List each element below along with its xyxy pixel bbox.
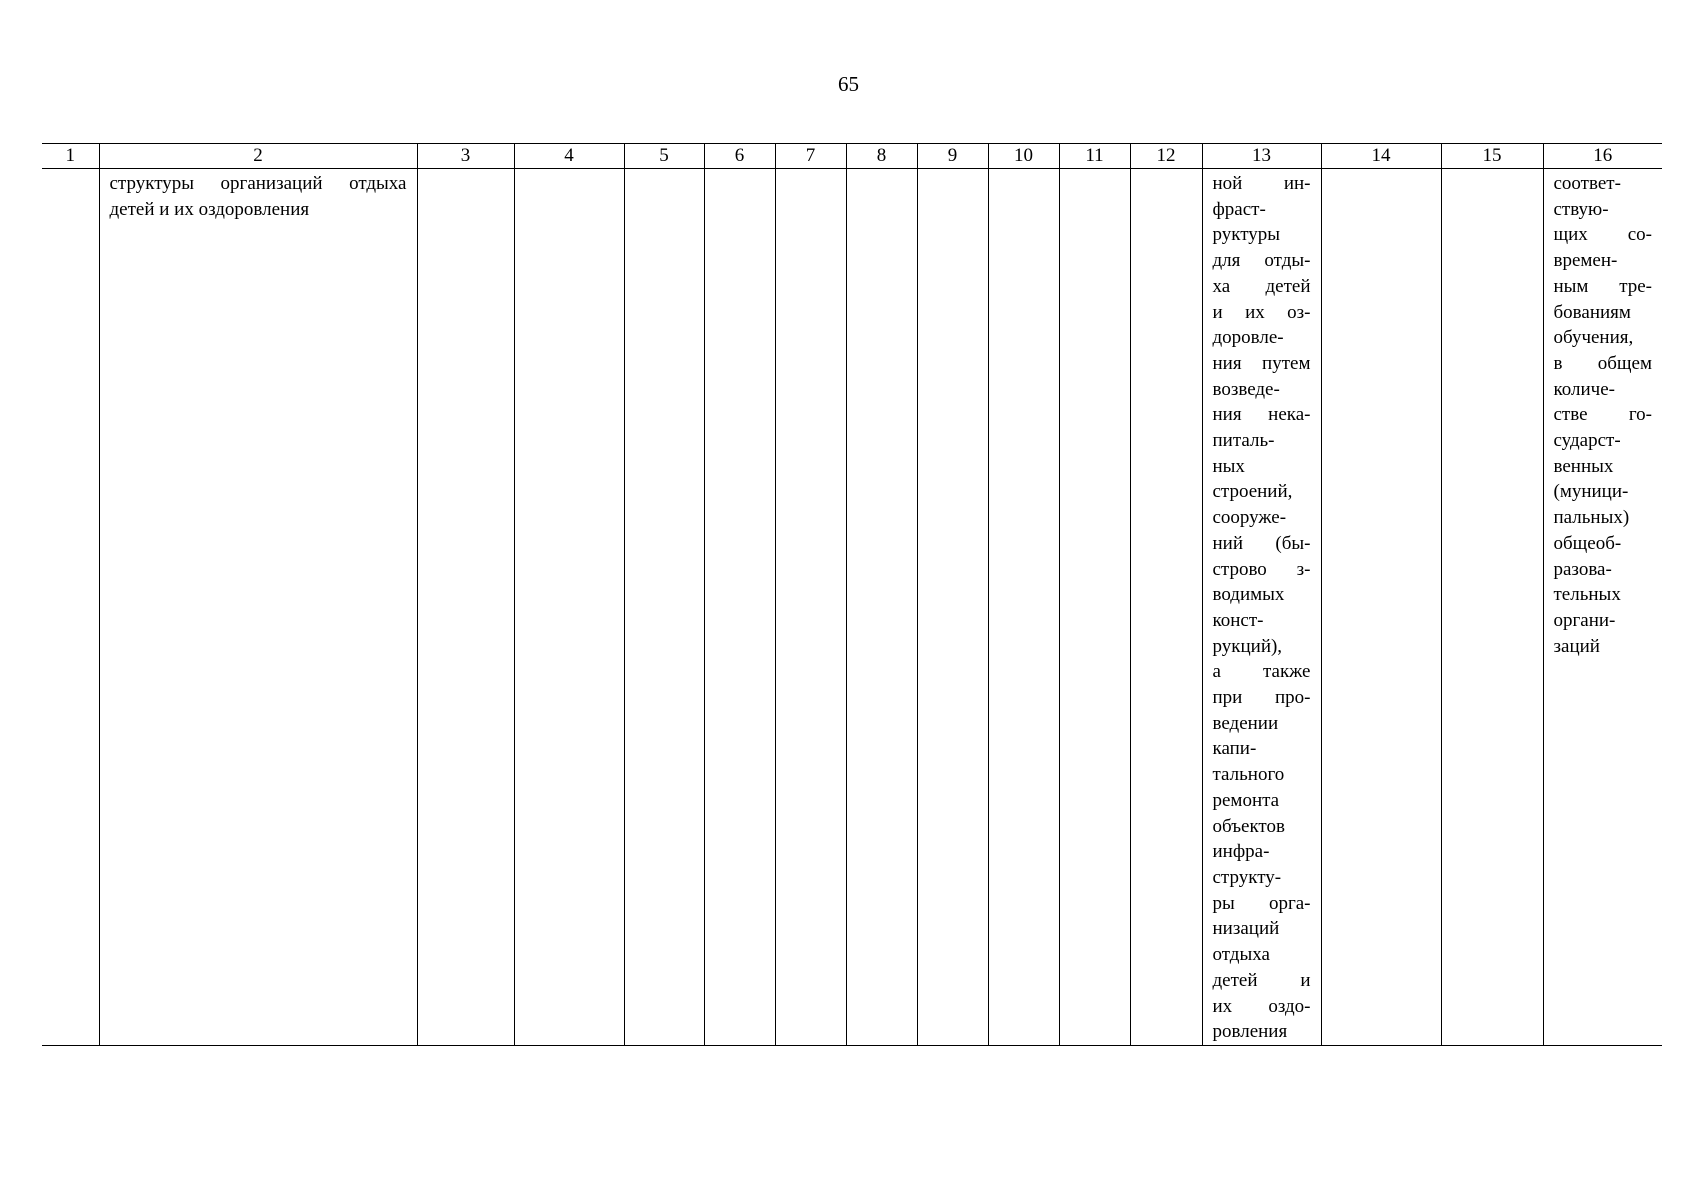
text-line: сооруже- [1212,507,1287,529]
column-header-9: 9 [917,144,988,169]
cell-col-2 [99,169,417,1046]
text-line: общеоб- [1553,532,1622,554]
cell-col-4 [514,169,624,1046]
text-line: сударст- [1553,430,1621,452]
cell-col-3 [417,169,514,1046]
cell-col-15 [1441,169,1543,1046]
text-line: обучения, [1553,327,1634,349]
cell-col-2-text: структуры организаций отдыха детей и их оздоровления [109,173,407,220]
text-line: органи- [1553,609,1616,631]
text-line: ной ин- [1212,173,1311,194]
text-line: (муници- [1553,481,1629,503]
cell-col-6 [704,169,775,1046]
cell-col-1 [42,169,99,1046]
column-header-12: 12 [1130,144,1202,169]
column-header-3: 3 [417,144,514,169]
text-line: ния путем [1212,352,1311,374]
cell-col-5 [624,169,704,1046]
text-line: ствую- [1553,198,1609,220]
text-line: детей и [1212,969,1311,991]
text-line: ния нека- [1212,404,1311,426]
page-number: 65 [838,72,859,96]
text-line: руктуры [1212,224,1281,246]
column-header-14: 14 [1321,144,1441,169]
text-line: в общем [1553,352,1652,374]
text-line: ха детей [1212,275,1311,297]
header-row [42,144,1662,169]
text-line: конст- [1212,609,1264,631]
text-line: низаций [1212,918,1280,940]
cell-col-10 [988,169,1059,1046]
column-header-4: 4 [514,144,624,169]
text-line: тельных [1553,584,1621,606]
text-line: водимых [1212,584,1285,606]
cell-col-16 [1543,169,1662,1046]
cell-col-13-text [1203,169,1321,1045]
column-header-13: 13 [1202,144,1321,169]
text-line: ведении [1212,712,1279,734]
text-line: при про- [1212,687,1311,709]
text-line: щих со- [1553,224,1652,246]
cell-col-12 [1130,169,1202,1046]
text-line: их оздо- [1212,995,1311,1017]
column-header-11: 11 [1059,144,1130,169]
text-line: времен- [1553,250,1618,272]
text-line: строений, [1212,481,1293,503]
text-line: ремонта [1212,789,1280,811]
text-line: количе- [1553,378,1615,400]
text-line: ры орга- [1212,892,1311,914]
cell-col-13 [1202,169,1321,1046]
column-header-2: 2 [99,144,417,169]
text-line: тального [1212,764,1285,786]
text-line: ровления [1212,1021,1288,1043]
text-line: фраст- [1212,198,1266,220]
text-line: ний (бы- [1212,532,1311,554]
cell-col-11 [1059,169,1130,1046]
text-line: соответ- [1553,173,1621,194]
table-row [42,169,1662,1046]
column-header-6: 6 [704,144,775,169]
text-line: ным тре- [1553,275,1652,297]
text-line: для отды- [1212,250,1311,272]
column-header-5: 5 [624,144,704,169]
text-line: отдыха [1212,944,1270,966]
text-line: объектов [1212,815,1285,837]
text-line: и их оз- [1212,301,1311,323]
text-line: пальных) [1553,507,1630,529]
column-header-1: 1 [42,144,99,169]
text-line: а также [1212,661,1311,683]
data-table [42,143,1662,1046]
text-line: инфра- [1212,841,1270,863]
text-line: капи- [1212,738,1257,760]
column-header-7: 7 [775,144,846,169]
text-line: питаль- [1212,430,1275,452]
cell-col-8 [846,169,917,1046]
text-line: строво з- [1212,558,1311,580]
text-line: стве го- [1553,404,1652,426]
column-header-8: 8 [846,144,917,169]
text-line: бованиям [1553,301,1631,323]
text-line: разова- [1553,558,1612,580]
column-header-16: 16 [1543,144,1662,169]
text-line: венных [1553,455,1614,477]
cell-col-16-text [1544,169,1663,659]
column-header-15: 15 [1441,144,1543,169]
text-line: структу- [1212,866,1282,888]
column-header-10: 10 [988,144,1059,169]
text-line: заций [1553,635,1600,657]
text-line: ных [1212,455,1245,477]
text-line: рукций), [1212,635,1283,657]
cell-col-7 [775,169,846,1046]
cell-col-9 [917,169,988,1046]
cell-col-14 [1321,169,1441,1046]
text-line: доровле- [1212,327,1284,349]
text-line: возведе- [1212,378,1280,400]
